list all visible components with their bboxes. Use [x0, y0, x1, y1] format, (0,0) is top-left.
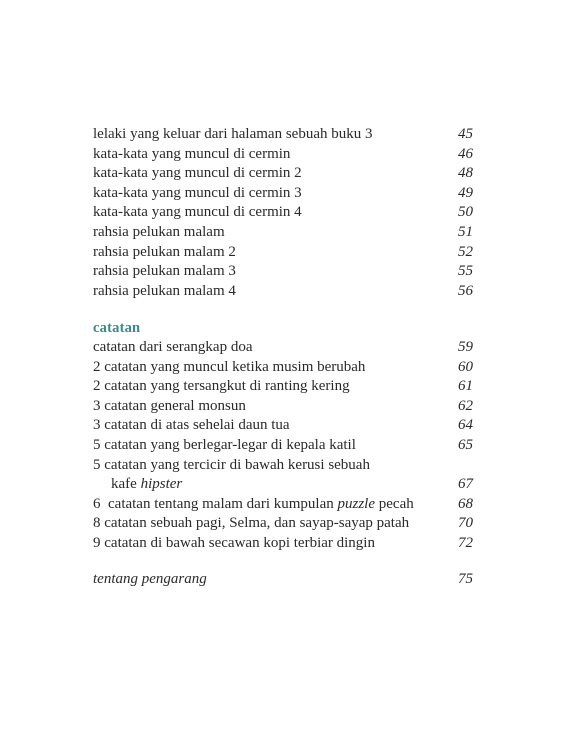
toc-entry-page: 46 — [458, 145, 473, 162]
toc-entry — [93, 416, 473, 436]
toc-about-author — [93, 570, 473, 590]
toc-entry-title: tentang pengarang — [93, 571, 207, 587]
toc-entry-title — [93, 495, 414, 515]
toc-entry-title: 3 catatan di atas sehelai daun tua — [93, 417, 290, 434]
toc-entry-title: catatan dari serangkap doa — [93, 339, 253, 355]
toc-entry-title-text: pecah — [375, 495, 414, 512]
toc-entry — [93, 397, 473, 417]
toc-entry-page: 62 — [458, 397, 473, 414]
toc-entry — [93, 145, 473, 165]
toc-entry — [93, 282, 473, 302]
toc-entry-title: 2 catatan yang tersangkut di ranting kering — [93, 378, 350, 395]
toc-entry-title: rahsia pelukan malam 4 — [93, 282, 236, 299]
toc-entry-page: 59 — [458, 339, 473, 355]
toc-entry — [93, 164, 473, 184]
toc-entry-title: 3 catatan general monsun — [93, 397, 246, 414]
toc-entry-title — [93, 475, 182, 495]
toc-entry-page: 51 — [458, 223, 473, 240]
toc-section-catatan — [93, 338, 473, 554]
toc-entry — [93, 475, 473, 495]
toc-entry — [93, 125, 473, 145]
toc-entry-title: kata-kata yang muncul di cermin 4 — [93, 204, 302, 221]
toc-entry-title: rahsia pelukan malam 3 — [93, 263, 236, 280]
toc-entry-title: 9 catatan di bawah secawan kopi terbiar dingin — [93, 534, 375, 551]
toc-section-poems — [93, 125, 473, 301]
toc-entry-page: 67 — [458, 476, 473, 493]
toc-entry-page: 72 — [458, 534, 473, 551]
toc-entry — [93, 184, 473, 204]
toc-entry-page: 52 — [458, 243, 473, 260]
toc-entry-page: 56 — [458, 282, 473, 299]
toc-entry-page: 48 — [458, 165, 473, 182]
toc-entry — [93, 495, 473, 515]
toc-entry — [93, 223, 473, 243]
toc-entry-page: 65 — [458, 436, 473, 453]
section-heading: catatan — [93, 320, 141, 336]
toc-entry — [93, 203, 473, 223]
toc-entry-title: 5 catatan yang tercicir di bawah kerusi sebuah — [93, 456, 370, 473]
toc-entry-title-text: 6 catatan tentang malam dari kumpulan — [93, 495, 338, 512]
toc-entry — [93, 436, 473, 456]
toc-entry-title: 2 catatan yang muncul ketika musim berubah — [93, 358, 366, 375]
toc-entry — [93, 570, 473, 590]
toc-entry-page: 60 — [458, 358, 473, 375]
toc-entry-page: 64 — [458, 417, 473, 434]
toc-entry-page: 50 — [458, 204, 473, 221]
toc-entry-title: lelaki yang keluar dari halaman sebuah buku 3 — [93, 126, 373, 142]
toc-entry — [93, 514, 473, 534]
toc-entry — [93, 338, 473, 358]
toc-entry-title: kata-kata yang muncul di cermin — [93, 145, 291, 162]
toc-entry-page: 75 — [458, 571, 473, 587]
toc-entry — [93, 358, 473, 378]
toc-entry — [93, 243, 473, 263]
toc-entry-page: 70 — [458, 515, 473, 532]
toc-entry-title: rahsia pelukan malam 2 — [93, 243, 236, 260]
toc-entry — [93, 534, 473, 554]
toc-entry-title: 8 catatan sebuah pagi, Selma, dan sayap-sayap patah — [93, 515, 410, 532]
toc-entry — [93, 377, 473, 397]
toc-entry-title-italic: puzzle — [337, 495, 375, 512]
toc-entry-page: 61 — [458, 378, 473, 395]
toc-entry-page: 45 — [458, 126, 473, 142]
toc-entry-title-italic: hipster — [140, 476, 183, 493]
toc-entry — [93, 456, 473, 476]
toc-entry-title: rahsia pelukan malam — [93, 223, 225, 240]
toc-entry-title: kata-kata yang muncul di cermin 3 — [93, 184, 302, 201]
toc-entry-page: 55 — [458, 263, 473, 280]
toc-entry-title: 5 catatan yang berlegar-legar di kepala katil — [93, 436, 356, 453]
toc-entry — [93, 262, 473, 282]
toc-entry-title: kata-kata yang muncul di cermin 2 — [93, 165, 302, 182]
toc-entry-page: 68 — [458, 495, 473, 512]
toc-entry-title-text: kafe — [111, 476, 141, 493]
toc-entry-page: 49 — [458, 184, 473, 201]
